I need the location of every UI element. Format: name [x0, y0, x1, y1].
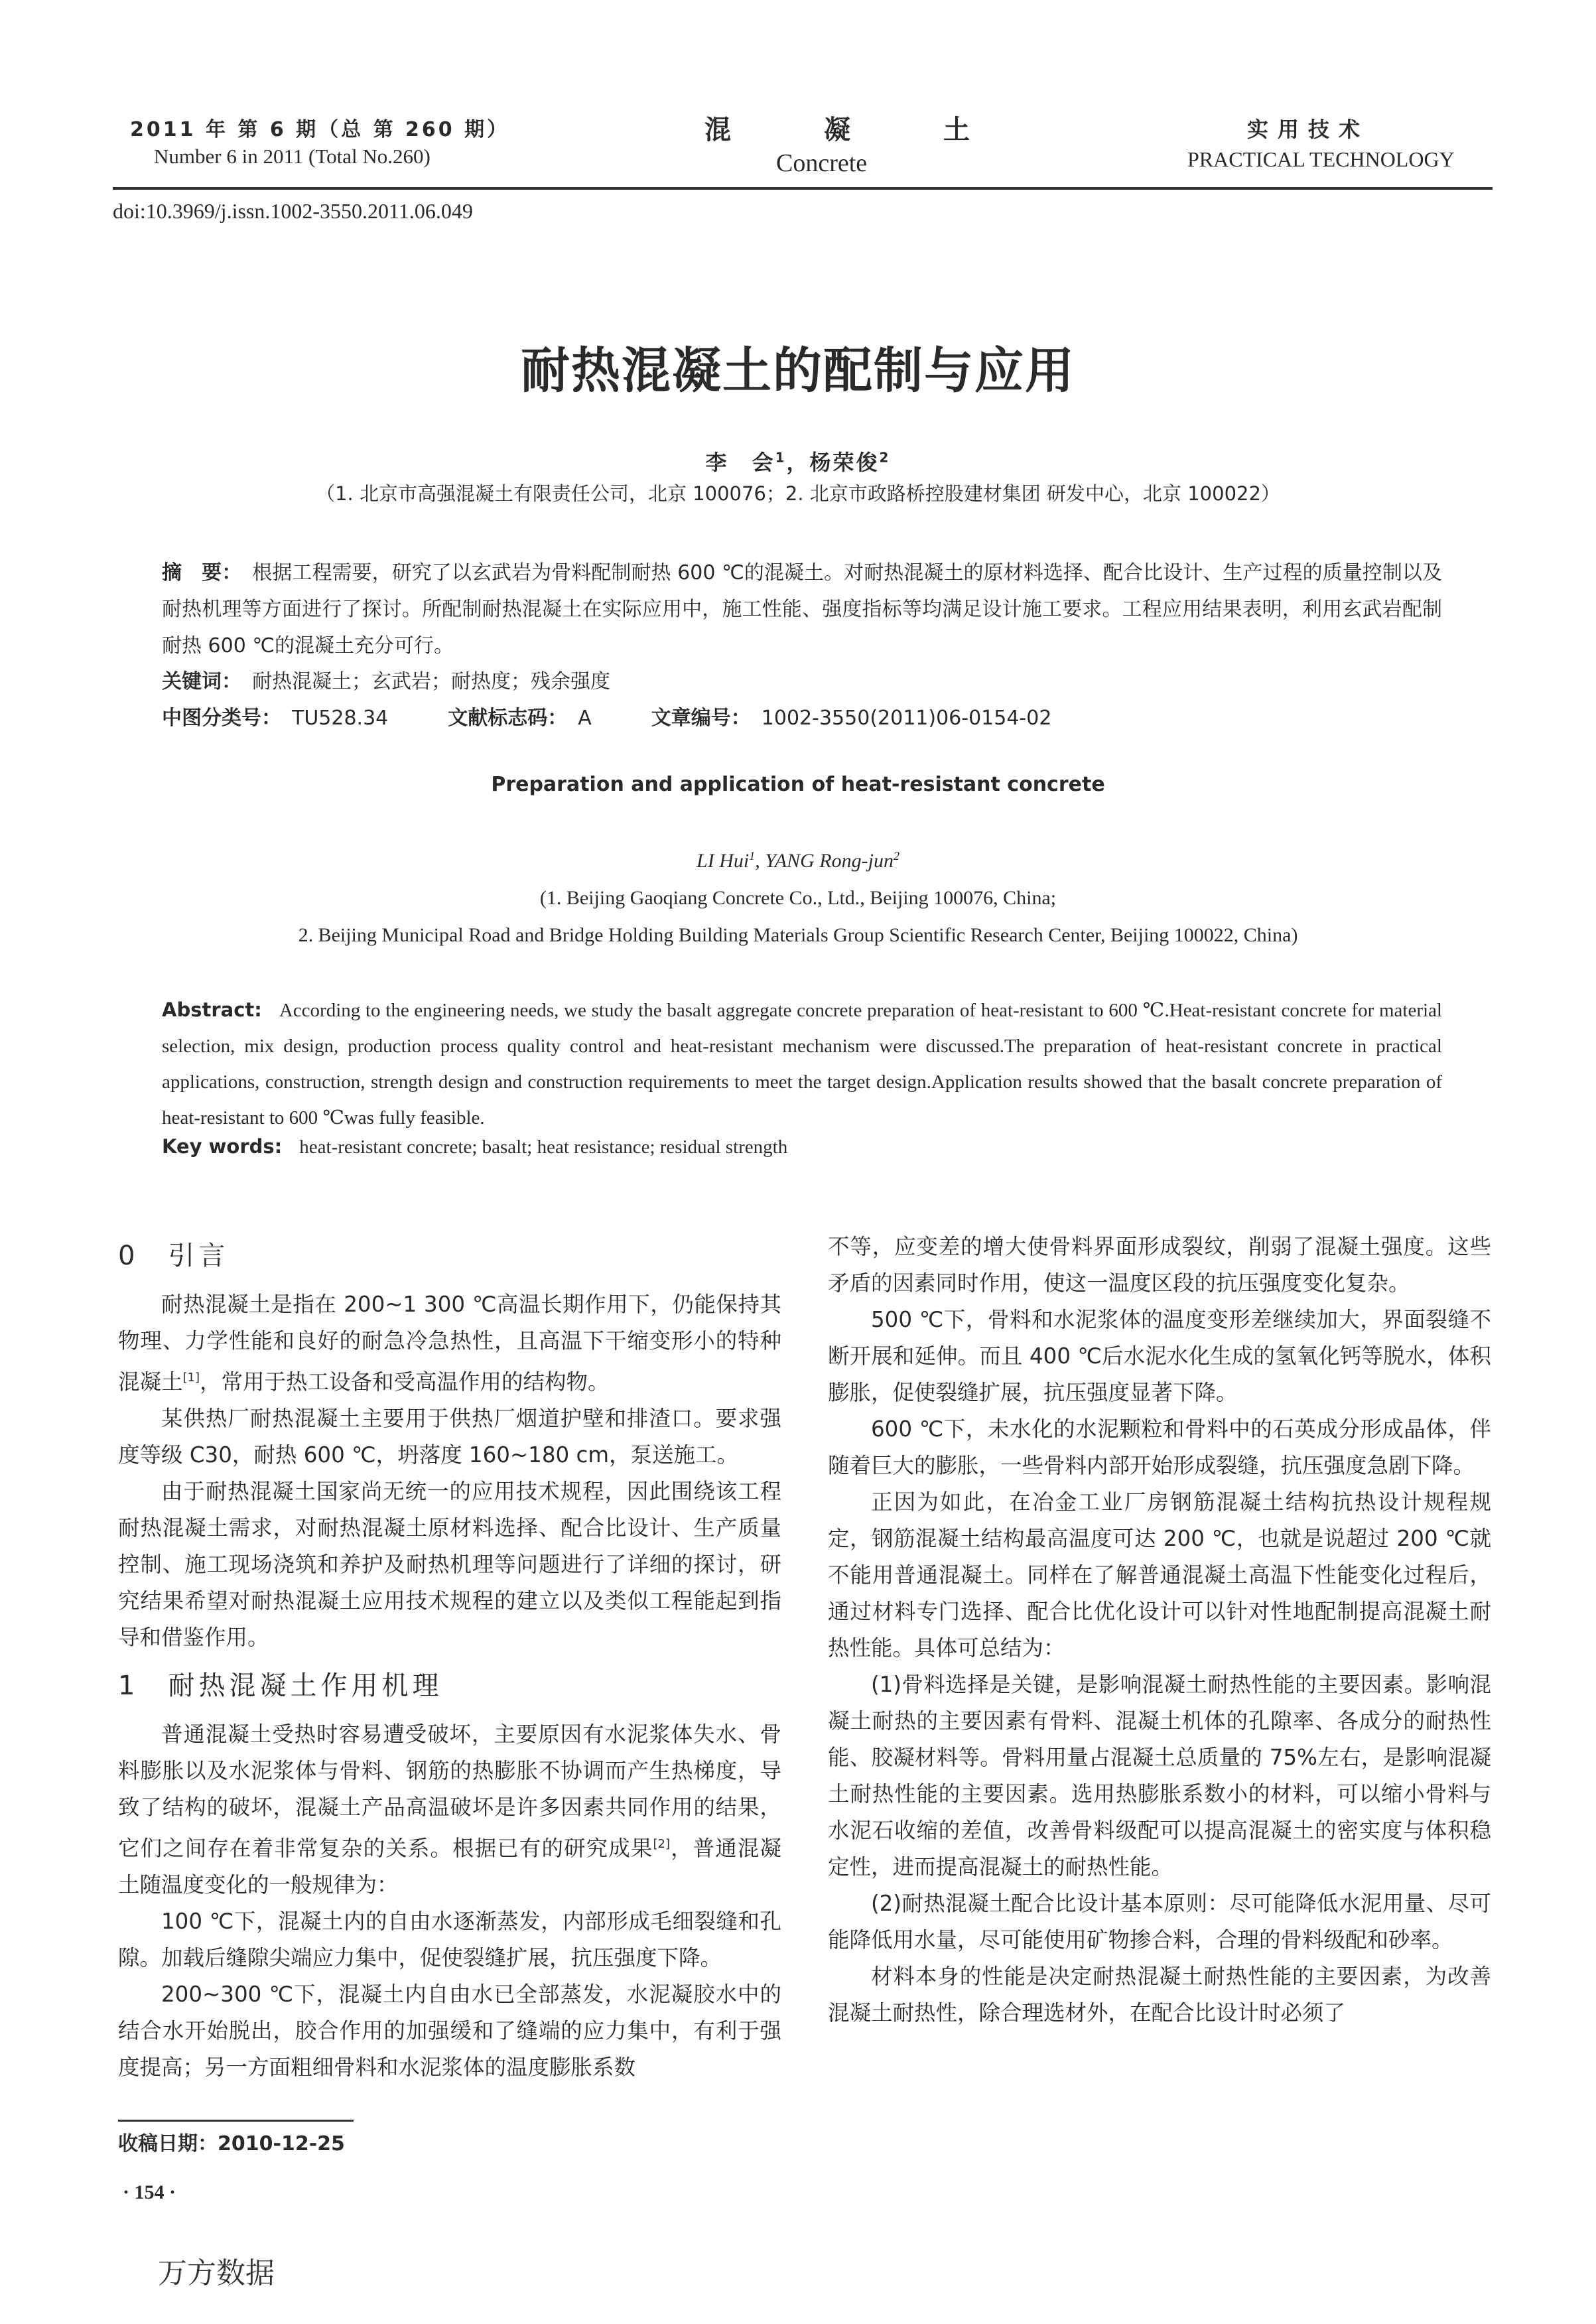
keywords-en-label: Key words:	[162, 1135, 283, 1158]
page-number: · 154 ·	[123, 2181, 176, 2203]
body-column-left	[118, 1234, 781, 2086]
journal-char: 土	[943, 115, 970, 145]
header-section-en: PRACTICAL TECHNOLOGY	[1187, 147, 1455, 171]
article-no-field	[651, 700, 1052, 736]
article-no-value: 1002-3550(2011)06-0154-02	[761, 707, 1052, 730]
author-name-en: YANG Rong-jun	[765, 850, 894, 872]
header-section-cn: 实用技术	[1247, 117, 1370, 142]
doc-code-label: 文献标志码：	[448, 707, 568, 730]
paper-title-cn: 耐热混凝土的配制与应用	[521, 342, 1075, 399]
section-heading-0	[118, 1238, 781, 1274]
doc-code-value: A	[578, 707, 592, 730]
keywords-cn-label: 关键词：	[162, 670, 241, 693]
author-mark: 2	[879, 449, 891, 466]
abstract-en-label: Abstract:	[162, 998, 262, 1021]
section-number: 0	[118, 1241, 139, 1271]
affiliation-en-1: (1. Beijing Gaoqiang Concrete Co., Ltd., Beijing 100076, China;	[539, 887, 1057, 909]
paragraph: (1)骨料选择是关键，是影响混凝土耐热性能的主要因素。影响混凝土耐热的主要因素有骨料、混凝土机体的孔隙率、各成分的耐热性能、胶凝材料等。骨料用量占混凝土总质量的 75%左右，是影响混凝土耐热性能的主要因素。选用热膨胀系数小的材料，可以缩小骨料与水泥石收缩的差值，改善骨料级配可以提高混凝土的密实度与体积稳定性，进而提高混凝土的耐热性能。	[828, 1672, 1491, 1880]
paragraph: 600 ℃下，未水化的水泥颗粒和骨料中的石英成分形成晶体，伴随着巨大的膨胀，一些骨料内部开始形成裂缝，抗压强度急剧下降。	[828, 1416, 1491, 1478]
header-issue-en: Number 6 in 2011 (Total No.260)	[154, 145, 431, 168]
paper-title-en: Preparation and application of heat-resistant concrete	[491, 773, 1105, 796]
section-title: 耐热混凝土作用机理	[168, 1670, 443, 1701]
affiliation-en-2: 2. Beijing Municipal Road and Bridge Holding Building Materials Group Scientific Research Center, Beijing 100022, China)	[298, 924, 1298, 946]
footnote-rule	[118, 2120, 354, 2122]
paragraph: (2)耐热混凝土配合比设计基本原则：尽可能降低水泥用量、尽可能降低用水量，尽可能使用矿物掺合料，合理的骨料级配和砂率。	[828, 1891, 1491, 1952]
paragraph: 由于耐热混凝土国家尚无统一的应用技术规程，因此围绕该工程耐热混凝土需求，对耐热混凝土原材料选择、配合比设计、生产质量控制、施工现场浇筑和养护及耐热机理等问题进行了详细的探讨，研究结果希望对耐热混凝土应用技术规程的建立以及类似工程能起到指导和借鉴作用。	[118, 1478, 781, 1650]
header-rule	[113, 187, 1493, 190]
header-journal-en: Concrete	[776, 149, 868, 177]
authors-en: LI Hui$^1$, YANG Rong-jun$^2$	[697, 849, 899, 872]
header-journal-cn	[704, 109, 970, 147]
watermark: 万方数据	[158, 2257, 275, 2290]
paragraph: 100 ℃下，混凝土内的自由水逐渐蒸发，内部形成毛细裂缝和孔隙。加载后缝隙尖端应力集中，促使裂缝扩展，抗压强度下降。	[118, 1908, 781, 1970]
section-heading-1	[118, 1668, 781, 1704]
paragraph: 正因为如此，在冶金工业厂房钢筋混凝土结构抗热设计规程规定，钢筋混凝土结构最高温度可达 200 ℃，也就是说超过 200 ℃就不能用普通混凝土。同样在了解普通混凝土高温下性能变化过程后，通过材料专门选择、配合比优化设计可以针对性地配制提高混凝土耐热性能。具体可总结为：	[828, 1489, 1491, 1661]
paragraph	[118, 1286, 781, 1401]
keywords-cn	[162, 663, 1442, 700]
paragraph: 某供热厂耐热混凝土主要用于供热厂烟道护壁和排渣口。要求强度等级 C30，耐热 600 ℃，坍落度 160~180 cm，泵送施工。	[118, 1405, 781, 1468]
citation-ref[interactable]: [1]	[182, 1371, 200, 1385]
abstract-en	[162, 992, 1442, 1136]
affiliations-cn: （1. 北京市高强混凝土有限责任公司，北京 100076；2. 北京市政路桥控股建材集团 研发中心，北京 100022）	[316, 482, 1280, 505]
section-title: 引言	[168, 1241, 230, 1271]
section-number: 1	[118, 1670, 139, 1701]
abstract-cn-label: 摘 要：	[162, 561, 242, 584]
clc-value: TU528.34	[292, 707, 389, 730]
paragraph: 500 ℃下，骨料和水泥浆体的温度变形差继续加大，界面裂缝不断开展和延伸。而且 400 ℃后水泥水化生成的氢氧化钙等脱水，体积膨胀，促使裂缝扩展，抗压强度显著下降。	[828, 1307, 1491, 1405]
paragraph: 材料本身的性能是决定耐热混凝土耐热性能的主要因素，为改善混凝土耐热性，除合理选材外，在配合比设计时必须了	[828, 1964, 1491, 2025]
journal-char: 混	[704, 115, 731, 145]
clc-field	[162, 700, 388, 736]
doc-code-field	[448, 700, 592, 736]
clc-label: 中图分类号：	[162, 707, 281, 730]
citation-ref[interactable]: [2]	[653, 1836, 670, 1851]
authors-cn: 李 会$^1$，杨荣俊$^2$	[705, 449, 891, 475]
author-mark: 1	[775, 449, 787, 466]
paragraph-text: ，普通混凝土随温度变化的一般规律为：	[118, 1835, 781, 1897]
journal-char: 凝	[824, 115, 850, 145]
received-date: 收稿日期：2010-12-25	[118, 2132, 345, 2155]
paragraph: 不等，应变差的增大使骨料界面形成裂纹，削弱了混凝土强度。这些矛盾的因素同时作用，使这一温度区段的抗压强度变化复杂。	[828, 1234, 1491, 1296]
abstract-cn	[162, 555, 1442, 664]
classification-row	[162, 700, 1442, 736]
keywords-cn-text: 耐热混凝土；玄武岩；耐热度；残余强度	[252, 670, 610, 693]
header-issue-cn: 2011 年 第 6 期（总 第 260 期）	[130, 118, 510, 141]
paragraph	[118, 1716, 781, 1903]
abstract-cn-text: 根据工程需要，研究了以玄武岩为骨料配制耐热 600 ℃的混凝土。对耐热混凝土的原材料选择、配合比设计、生产过程的质量控制以及耐热机理等方面进行了探讨。所配制耐热混凝土在实际应用中，施工性能、强度指标等均满足设计施工要求。工程应用结果表明，利用玄武岩配制耐热 600 ℃的混凝土充分可行。	[162, 561, 1443, 657]
author-name-en: LI Hui	[697, 850, 750, 872]
paragraph-text: 耐热混凝土是指在 200~1 300 ℃高温长期作用下，仍能保持其物理、力学性能和良好的耐急冷急热性，且高温下干缩变形小的特种混凝土	[118, 1292, 781, 1395]
article-no-label: 文章编号：	[651, 707, 751, 730]
paragraph-text: 普通混凝土受热时容易遭受破坏，主要原因有水泥浆体失水、骨料膨胀以及水泥浆体与骨料、钢筋的热膨胀不协调而产生热梯度，导致了结构的破坏，混凝土产品高温破坏是许多因素共同作用的结果，它们之间存在着非常复杂的关系。根据已有的研究成果	[118, 1721, 781, 1861]
abstract-en-text: According to the engineering needs, we study the basalt aggregate concrete preparation of heat-resistant to 600 ℃.Heat-resistant concrete for material selection, mix design, production process quality control and heat-resistant mechanism were discussed.The preparation of heat-resistant concrete in practical applications, construction, strength design and construction requirements to meet the target design.Application results showed that the basalt concrete preparation of heat-resistant to 600 ℃was fully feasible.	[162, 1000, 1442, 1128]
author-name: 杨荣俊	[809, 450, 880, 475]
paragraph-text: ，常用于热工设备和受高温作用的结构物。	[200, 1369, 610, 1395]
keywords-en-text: heat-resistant concrete; basalt; heat resistance; residual strength	[299, 1136, 788, 1158]
paragraph: 200~300 ℃下，混凝土内自由水已全部蒸发，水泥凝胶水中的结合水开始脱出，胶合作用的加强缓和了缝端的应力集中，有利于强度提高；另一方面粗细骨料和水泥浆体的温度膨胀系数	[118, 1981, 781, 2080]
body-column-right	[828, 1229, 1491, 2031]
author-name: 李 会	[705, 450, 775, 475]
author-mark: 1	[749, 849, 756, 862]
keywords-en	[162, 1135, 1442, 1158]
doi[interactable]: doi:10.3969/j.issn.1002-3550.2011.06.049	[113, 199, 473, 223]
author-mark: 2	[893, 849, 899, 862]
